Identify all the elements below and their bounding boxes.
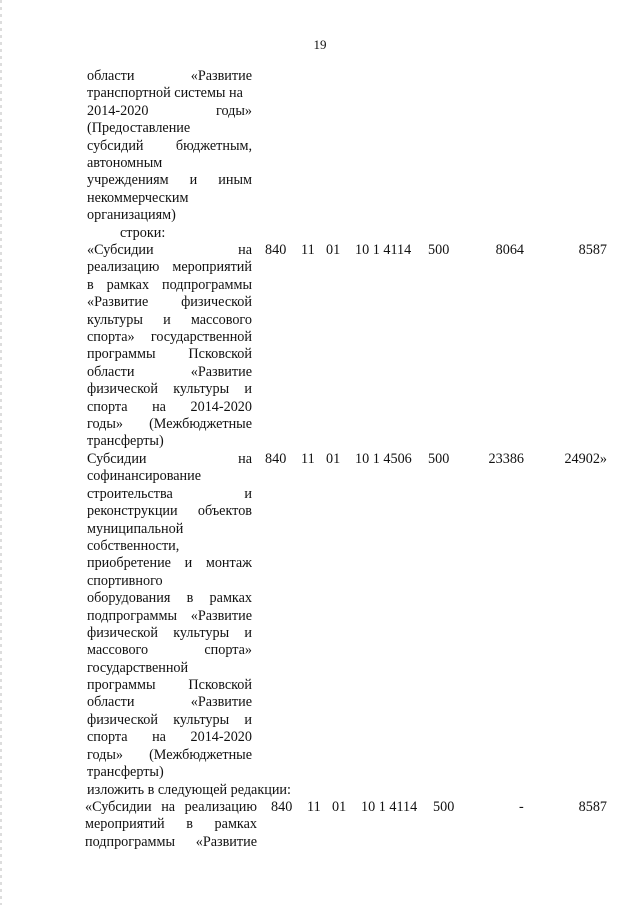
row2-vr: 500 — [428, 451, 450, 467]
text-line: «Субсидии на реализацию — [85, 799, 257, 815]
row2-value2: 24902» — [564, 451, 607, 467]
text-line: подпрограммы «Развитие — [85, 833, 257, 850]
text-line: подпрограммы «Развитие — [87, 607, 252, 624]
row2-description — [87, 451, 252, 781]
row1-csr: 10 1 4114 — [355, 242, 412, 258]
text-line: реализацию мероприятий — [87, 259, 252, 276]
row2-csr: 10 1 4506 — [355, 451, 412, 467]
row3-section: 11 — [307, 799, 321, 815]
text-line: 2014-2020 годы» — [87, 102, 252, 119]
row1-value1: 8064 — [495, 242, 524, 258]
text-line: спорта на 2014-2020 — [87, 729, 252, 746]
text-line: физической культуры и — [87, 381, 252, 398]
text-line: (Предоставление — [87, 120, 191, 137]
row3-code: 840 — [271, 799, 293, 815]
text-line: мероприятий в рамках — [85, 816, 257, 833]
intro-text — [87, 68, 252, 225]
text-line: трансферты) — [87, 433, 164, 450]
text-line: «Субсидии на — [87, 242, 252, 258]
row1-section: 11 — [301, 242, 315, 258]
row1-vr: 500 — [428, 242, 450, 258]
row3-csr: 10 1 4114 — [361, 799, 418, 815]
text-line: области «Развитие — [87, 68, 252, 84]
text-line: спортивного — [87, 572, 163, 589]
row3-vr: 500 — [433, 799, 455, 815]
text-line: трансферты) — [87, 764, 164, 781]
label-rows: строки: — [120, 225, 166, 241]
text-line: автономным — [87, 154, 163, 171]
text-line: в рамках подпрограммы — [87, 276, 252, 293]
row2-code: 840 — [265, 451, 287, 467]
text-line: софинансирование — [87, 468, 202, 485]
text-line: оборудования в рамках — [87, 590, 252, 607]
row3-value1: - — [519, 799, 524, 815]
text-line: спорта» государственной — [87, 328, 252, 345]
text-line: реконструкции объектов — [87, 503, 252, 520]
text-line: области «Развитие — [87, 363, 252, 380]
text-line: годы» (Межбюджетные — [87, 415, 252, 432]
row2-subsection: 01 — [326, 451, 341, 467]
text-line: программы Псковской — [87, 346, 252, 363]
text-line: собственности, — [87, 537, 180, 554]
text-line: субсидий бюджетным, — [87, 137, 252, 154]
text-line: спорта на 2014-2020 — [87, 398, 252, 415]
text-line: физической культуры и — [87, 711, 252, 728]
text-line: муниципальной — [87, 520, 184, 537]
text-line: строительства и — [87, 485, 252, 502]
row3-description — [85, 799, 257, 851]
scan-edge — [0, 0, 2, 905]
row2-section: 11 — [301, 451, 315, 467]
text-line: «Развитие физической — [87, 294, 252, 311]
label-edit: изложить в следующей редакции: — [87, 782, 291, 798]
text-line: некоммерческим — [87, 189, 189, 206]
text-line: годы» (Межбюджетные — [87, 746, 252, 763]
text-line: Субсидии на — [87, 451, 252, 467]
row1-description — [87, 242, 252, 451]
row1-code: 840 — [265, 242, 287, 258]
row1-subsection: 01 — [326, 242, 341, 258]
text-line: культуры и массового — [87, 311, 252, 328]
text-line: транспортной системы на — [87, 85, 243, 102]
text-line: программы Псковской — [87, 677, 252, 694]
page-number: 19 — [313, 37, 327, 52]
row1-value2: 8587 — [578, 242, 607, 258]
text-line: приобретение и монтаж — [87, 555, 252, 572]
row2-value1: 23386 — [488, 451, 524, 467]
row3-value2: 8587 — [578, 799, 607, 815]
text-line: учреждениям и иным — [87, 172, 252, 189]
text-line: физической культуры и — [87, 624, 252, 641]
row3-subsection: 01 — [332, 799, 347, 815]
text-line: организациям) — [87, 207, 176, 224]
text-line: государственной — [87, 659, 189, 676]
text-line: области «Развитие — [87, 694, 252, 711]
text-line: массового спорта» — [87, 642, 252, 659]
